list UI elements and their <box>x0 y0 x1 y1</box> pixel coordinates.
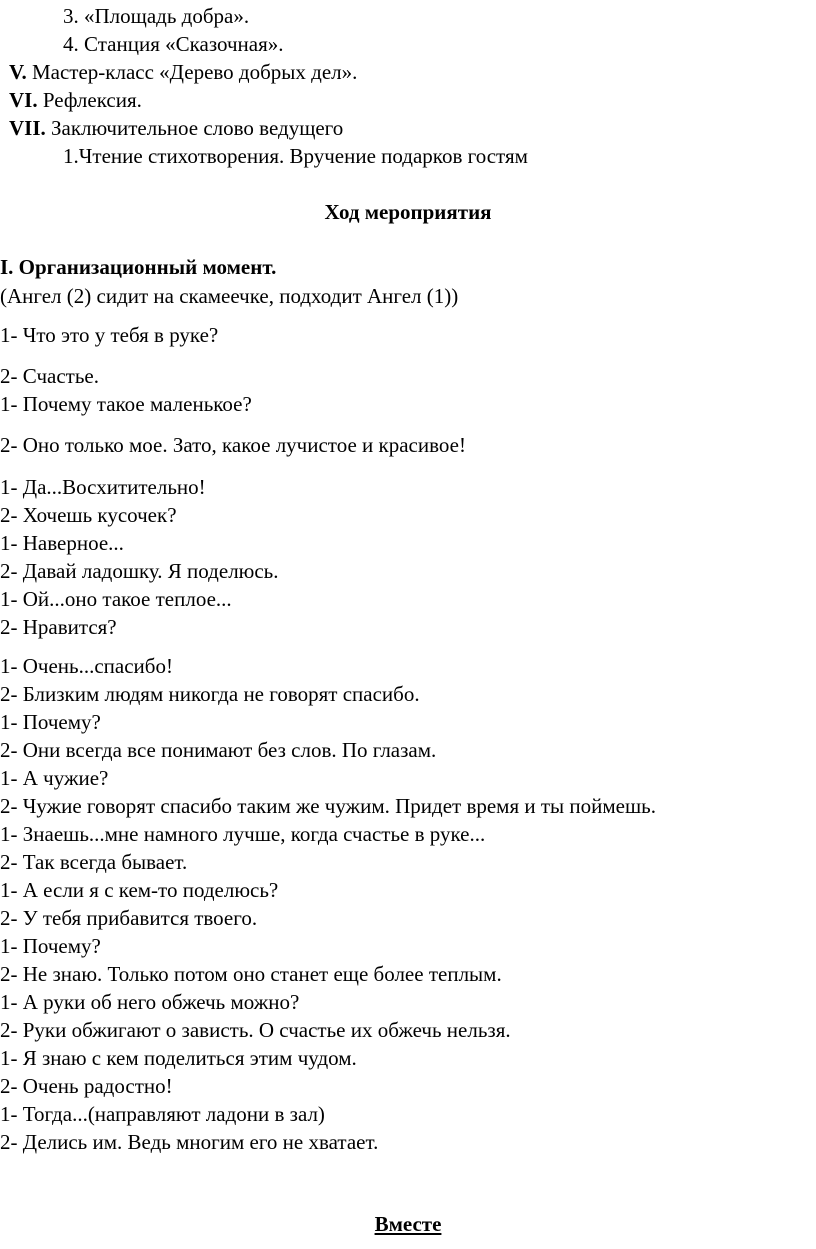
agenda-item-vi-text: Рефлексия. <box>37 88 142 112</box>
dialogue-line: 2- Давай ладошку. Я поделюсь. <box>0 559 279 583</box>
dialogue-line: 1- Почему? <box>0 934 101 958</box>
dialogue-line: 2- Нравится? <box>0 615 117 639</box>
agenda-item-v-text: Мастер-класс «Дерево добрых дел». <box>26 60 358 84</box>
dialogue-line: 1- Почему такое маленькое? <box>0 392 252 416</box>
dialogue-line: 1- Знаешь...мне намного лучше, когда счастье в руке... <box>0 822 486 846</box>
dialogue-line: 2- Делись им. Ведь многим его не хватает. <box>0 1130 379 1154</box>
section-1-title: I. Организационный момент. <box>0 255 277 279</box>
dialogue-line: 1- Ой...оно такое теплое... <box>0 587 232 611</box>
dialogue-line: 1- Почему? <box>0 710 101 734</box>
agenda-item-3: 3. «Площадь добра». <box>63 4 250 28</box>
agenda-item-v-number: V. <box>9 60 27 84</box>
agenda-item-vii-number: VII. <box>9 116 46 140</box>
dialogue-line: 2- Близким людям никогда не говорят спасибо. <box>0 682 420 706</box>
dialogue-line: 1- Да...Восхитительно! <box>0 475 206 499</box>
agenda-item-vi <box>9 90 142 111</box>
dialogue-line: 2- Очень радостно! <box>0 1074 173 1098</box>
section-heading-together: Вместе <box>374 1212 442 1236</box>
dialogue-line: 2- Так всегда бывает. <box>0 850 188 874</box>
agenda-item-4: 4. Станция «Сказочная». <box>63 32 284 56</box>
agenda-item-vi-number: VI. <box>9 88 38 112</box>
dialogue-line: 1- Я знаю с кем поделиться этим чудом. <box>0 1046 357 1070</box>
dialogue-line: 1- Тогда...(направляют ладони в зал) <box>0 1102 325 1126</box>
dialogue-line: 1- Что это у тебя в руке? <box>0 323 219 347</box>
dialogue-line: 2- Чужие говорят спасибо таким же чужим. Придет время и ты поймешь. <box>0 794 656 818</box>
dialogue-line: 2- Оно только мое. Зато, какое лучистое и красивое! <box>0 433 466 457</box>
dialogue-line: 1- Очень...спасибо! <box>0 654 173 678</box>
agenda-item-vii <box>9 118 343 139</box>
dialogue-line: 1- А руки об него обжечь можно? <box>0 990 300 1014</box>
dialogue-line: 1- А если я с кем-то поделюсь? <box>0 878 279 902</box>
agenda-item-vii-sub: 1.Чтение стихотворения. Вручение подарков гостям <box>63 144 528 168</box>
agenda-item-v <box>9 62 357 83</box>
dialogue-line: 2- Не знаю. Только потом оно станет еще более теплым. <box>0 962 502 986</box>
stage-direction: (Ангел (2) сидит на скамеечке, подходит Ангел (1)) <box>0 284 459 308</box>
dialogue-line: 2- У тебя прибавится твоего. <box>0 906 258 930</box>
agenda-item-vii-text: Заключительное слово ведущего <box>45 116 344 140</box>
dialogue-line: 2- Они всегда все понимают без слов. По глазам. <box>0 738 437 762</box>
page-title: Ход мероприятия <box>324 200 492 224</box>
dialogue-line: 1- Наверное... <box>0 531 124 555</box>
dialogue-line: 2- Хочешь кусочек? <box>0 503 177 527</box>
dialogue-line: 2- Руки обжигают о зависть. О счастье их обжечь нельзя. <box>0 1018 511 1042</box>
dialogue-line: 1- А чужие? <box>0 766 109 790</box>
dialogue-line: 2- Счастье. <box>0 364 100 388</box>
